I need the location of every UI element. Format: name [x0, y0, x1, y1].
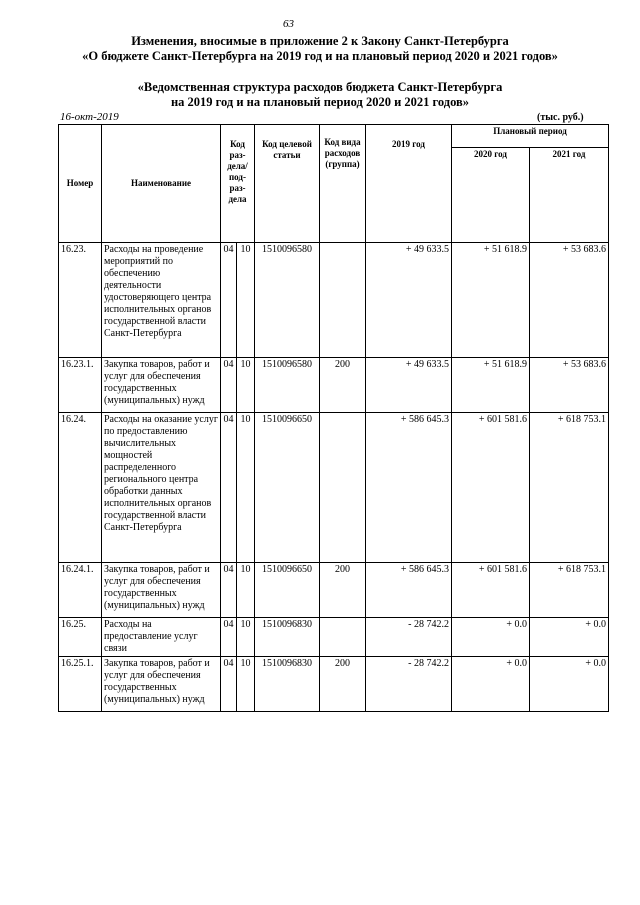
row-type [320, 618, 366, 657]
heading-line-2: «О бюджете Санкт-Петербурга на 2019 год и на плановый период 2020 и 2021 годов» [82, 49, 558, 63]
row-section: 04 [221, 358, 237, 413]
row-subsection: 10 [237, 358, 255, 413]
row-2019: + 586 645.3 [366, 563, 452, 618]
row-2021: + 53 683.6 [530, 243, 609, 358]
heading-line-3: «Ведомственная структура расходов бюджета Санкт-Петербурга [137, 80, 503, 94]
row-2021: + 618 753.1 [530, 413, 609, 563]
row-target: 1510096830 [255, 618, 320, 657]
header-number: Номер [59, 125, 102, 243]
row-name: Расходы на предоставление услуг связи [102, 618, 221, 657]
document-heading [0, 34, 640, 64]
row-target: 1510096650 [255, 563, 320, 618]
row-subsection: 10 [237, 413, 255, 563]
row-2020: + 51 618.9 [452, 243, 530, 358]
row-2021: + 0.0 [530, 657, 609, 712]
table-row [59, 618, 609, 657]
header-name: Наименование [102, 125, 221, 243]
table-row [59, 657, 609, 712]
table-row [59, 243, 609, 358]
row-section: 04 [221, 563, 237, 618]
header-2020: 2020 год [452, 148, 530, 243]
row-type: 200 [320, 563, 366, 618]
table-row [59, 563, 609, 618]
row-2020: + 0.0 [452, 657, 530, 712]
units-label: (тыс. руб.) [537, 112, 584, 123]
header-planned-period: Плановый период [452, 125, 609, 148]
table-row [59, 358, 609, 413]
row-2020: + 601 581.6 [452, 563, 530, 618]
header-2019: 2019 год [366, 125, 452, 243]
row-2020: + 0.0 [452, 618, 530, 657]
header-target: Код целевой статьи [255, 125, 320, 243]
row-2021: + 0.0 [530, 618, 609, 657]
page-number: 63 [283, 18, 294, 30]
row-2021: + 618 753.1 [530, 563, 609, 618]
row-2020: + 51 618.9 [452, 358, 530, 413]
heading-line-4: на 2019 год и на плановый период 2020 и 2021 годов» [170, 95, 470, 109]
row-target: 1510096580 [255, 243, 320, 358]
row-number: 16.24.1. [59, 563, 102, 618]
row-name: Закупка товаров, работ и услуг для обеспечения государственных (муниципальных) нужд [102, 657, 221, 712]
row-subsection: 10 [237, 657, 255, 712]
row-2019: - 28 742.2 [366, 657, 452, 712]
row-section: 04 [221, 413, 237, 563]
row-type: 200 [320, 657, 366, 712]
row-2019: - 28 742.2 [366, 618, 452, 657]
row-name: Закупка товаров, работ и услуг для обеспечения государственных (муниципальных) нужд [102, 563, 221, 618]
row-number: 16.23.1. [59, 358, 102, 413]
row-section: 04 [221, 243, 237, 358]
row-2021: + 53 683.6 [530, 358, 609, 413]
heading-line-1: Изменения, вносимые в приложение 2 к Закону Санкт-Петербурга [131, 34, 509, 48]
row-number: 16.25.1. [59, 657, 102, 712]
row-2019: + 49 633.5 [366, 243, 452, 358]
row-subsection: 10 [237, 563, 255, 618]
row-2020: + 601 581.6 [452, 413, 530, 563]
row-target: 1510096830 [255, 657, 320, 712]
header-section: Код раз-дела/ под-раз-дела [221, 125, 255, 243]
row-subsection: 10 [237, 618, 255, 657]
row-type: 200 [320, 358, 366, 413]
row-subsection: 10 [237, 243, 255, 358]
table-heading [0, 80, 640, 110]
row-type [320, 243, 366, 358]
header-2021: 2021 год [530, 148, 609, 243]
row-name: Расходы на оказание услуг по предоставлению вычислительных мощностей распределенного регионального центра обработки данных исполнительных органов государственной власти Санкт-Петербурга [102, 413, 221, 563]
row-number: 16.25. [59, 618, 102, 657]
row-2019: + 586 645.3 [366, 413, 452, 563]
table-row [59, 413, 609, 563]
document-date: 16-окт-2019 [60, 111, 119, 123]
row-target: 1510096650 [255, 413, 320, 563]
row-2019: + 49 633.5 [366, 358, 452, 413]
row-target: 1510096580 [255, 358, 320, 413]
row-type [320, 413, 366, 563]
budget-table [58, 124, 609, 712]
row-section: 04 [221, 618, 237, 657]
row-number: 16.24. [59, 413, 102, 563]
row-name: Расходы на проведение мероприятий по обеспечению деятельности удостоверяющего центра исполнительных органов государственной власти Санкт-Петербурга [102, 243, 221, 358]
row-name: Закупка товаров, работ и услуг для обеспечения государственных (муниципальных) нужд [102, 358, 221, 413]
row-section: 04 [221, 657, 237, 712]
row-number: 16.23. [59, 243, 102, 358]
header-type: Код вида расходов (группа) [320, 125, 366, 243]
